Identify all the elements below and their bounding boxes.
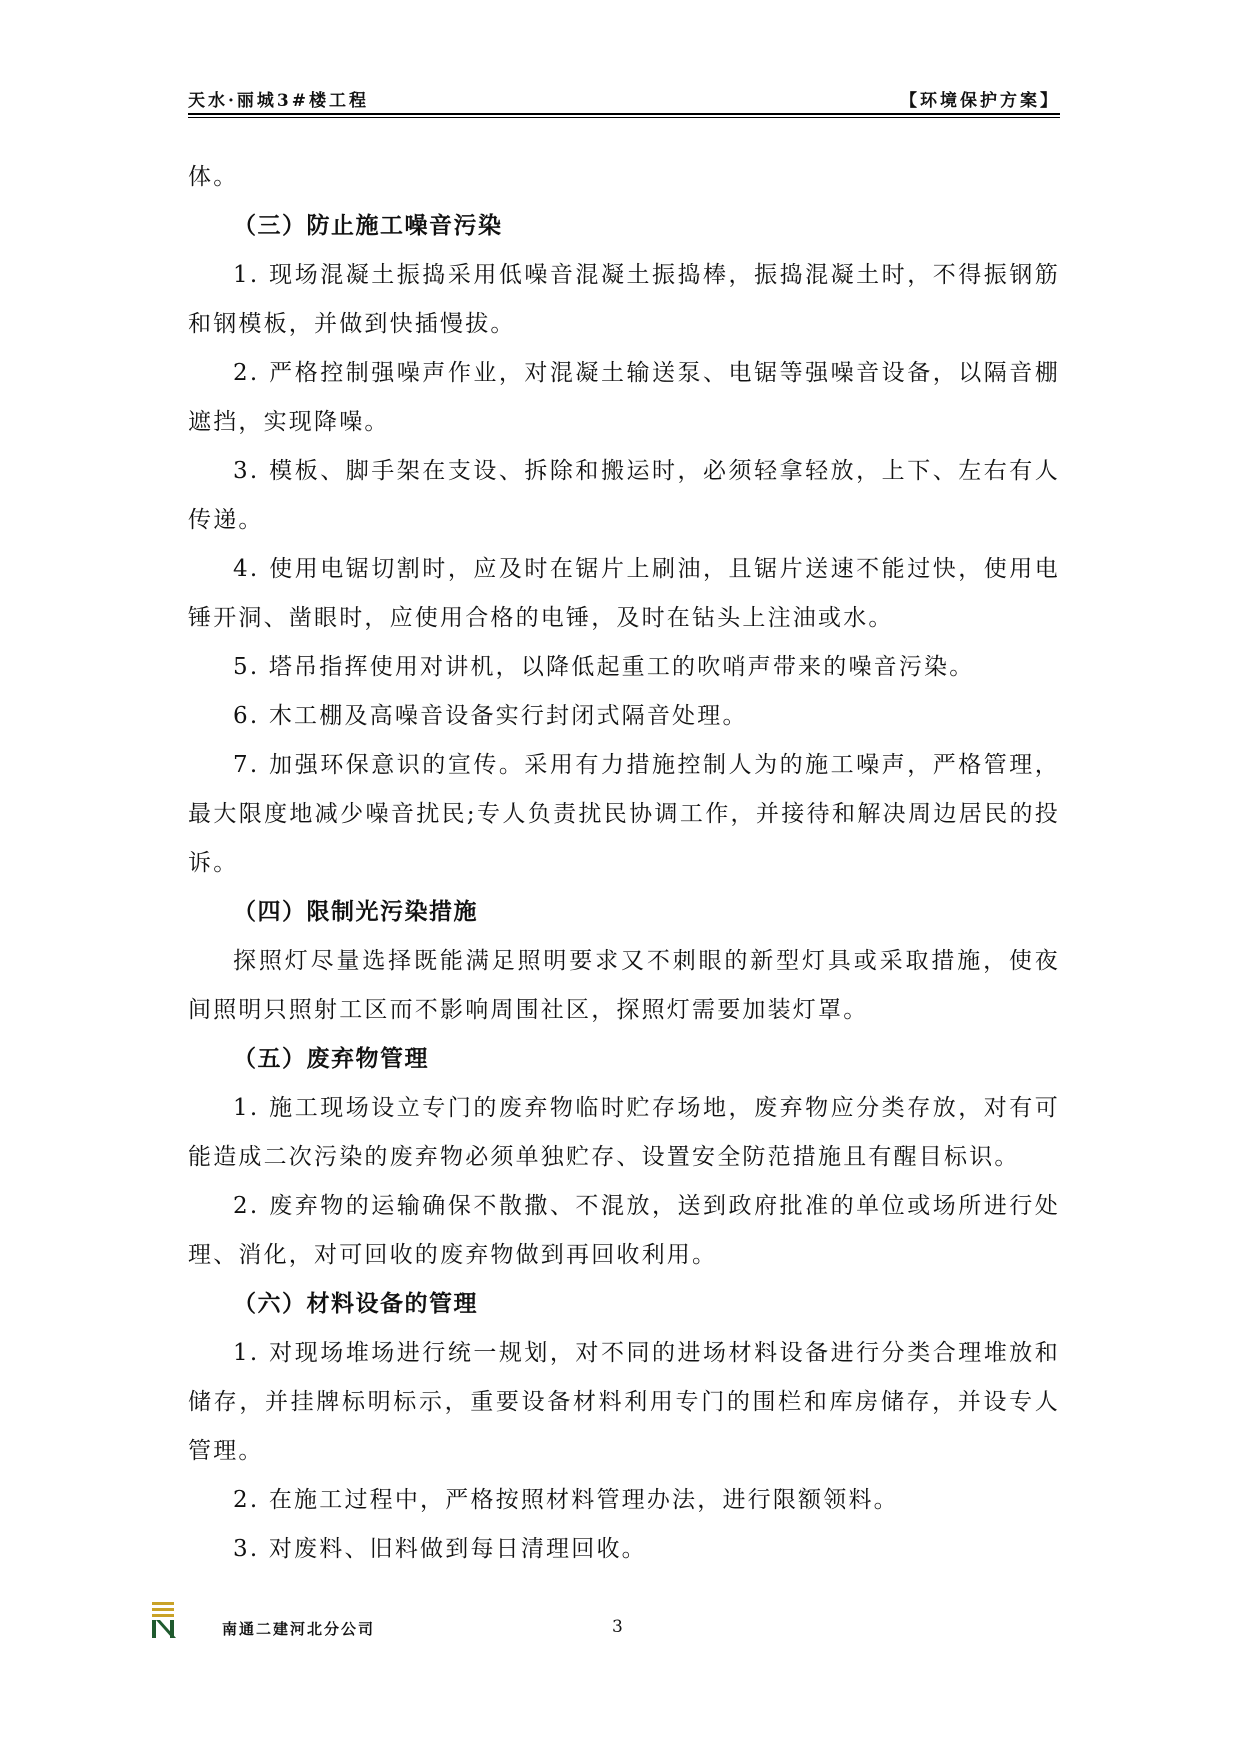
header-rule-thin: [188, 117, 1060, 118]
noise-item-7: 7. 加强环保意识的宣传。采用有力措施控制人为的施工噪声，严格管理，最大限度地减少噪音扰民;专人负责扰民协调工作，并接待和解决周边居民的投诉。: [188, 752, 1060, 876]
noise-item-2: 2. 严格控制强噪声作业，对混凝土输送泵、电锯等强噪音设备，以隔音棚遮挡，实现降噪。: [188, 360, 1060, 435]
materials-item-1: 1. 对现场堆场进行统一规划，对不同的进场材料设备进行分类合理堆放和储存，并挂牌标明标示，重要设备材料利用专门的围栏和库房储存，并设专人管理。: [188, 1340, 1060, 1464]
header-rule: [188, 113, 1060, 115]
page-number: 3: [612, 1617, 623, 1637]
section-heading-noise: （三）防止施工噪音污染: [233, 213, 503, 239]
noise-item-4: 4. 使用电锯切割时，应及时在锯片上刷油，且锯片送速不能过快，使用电锤开洞、凿眼时，应使用合格的电锤，及时在钻头上注油或水。: [188, 556, 1060, 631]
header-document-type: 【环境保护方案】: [900, 91, 1060, 111]
materials-item-2: 2. 在施工过程中，严格按照材料管理办法，进行限额领料。: [233, 1487, 899, 1513]
noise-item-3: 3. 模板、脚手架在支设、拆除和搬运时，必须轻拿轻放，上下、左右有人传递。: [188, 458, 1060, 533]
light-paragraph: 探照灯尽量选择既能满足照明要求又不刺眼的新型灯具或采取措施，使夜间照明只照射工区而不影响周围社区，探照灯需要加装灯罩。: [188, 948, 1060, 1023]
page-header: [188, 84, 1060, 112]
waste-item-1: 1. 施工现场设立专门的废弃物临时贮存场地，废弃物应分类存放，对有可能造成二次污染的废弃物必须单独贮存、设置安全防范措施且有醒目标识。: [188, 1095, 1060, 1170]
noise-item-1: 1. 现场混凝土振捣采用低噪音混凝土振捣棒，振捣混凝土时，不得振钢筋和钢模板，并做到快插慢拔。: [188, 262, 1060, 337]
page-footer: [150, 1600, 1050, 1660]
footer-company-name: 南通二建河北分公司: [222, 1620, 376, 1638]
section-heading-materials: （六）材料设备的管理: [233, 1291, 478, 1317]
section-heading-light: （四）限制光污染措施: [233, 899, 478, 925]
company-logo-icon: [150, 1600, 178, 1640]
header-project-title: 天水·丽城3#楼工程: [188, 91, 369, 111]
document-body: [188, 153, 1060, 1574]
materials-item-3: 3. 对废料、旧料做到每日清理回收。: [233, 1536, 647, 1562]
section-heading-waste: （五）废弃物管理: [233, 1046, 429, 1072]
noise-item-6: 6. 木工棚及高噪音设备实行封闭式隔音处理。: [233, 703, 748, 729]
waste-item-2: 2. 废弃物的运输确保不散撒、不混放，送到政府批准的单位或场所进行处理、消化，对可回收的废弃物做到再回收利用。: [188, 1193, 1060, 1268]
noise-item-5: 5. 塔吊指挥使用对讲机，以降低起重工的吹哨声带来的噪音污染。: [233, 654, 975, 680]
continued-text: 体。: [188, 164, 239, 190]
